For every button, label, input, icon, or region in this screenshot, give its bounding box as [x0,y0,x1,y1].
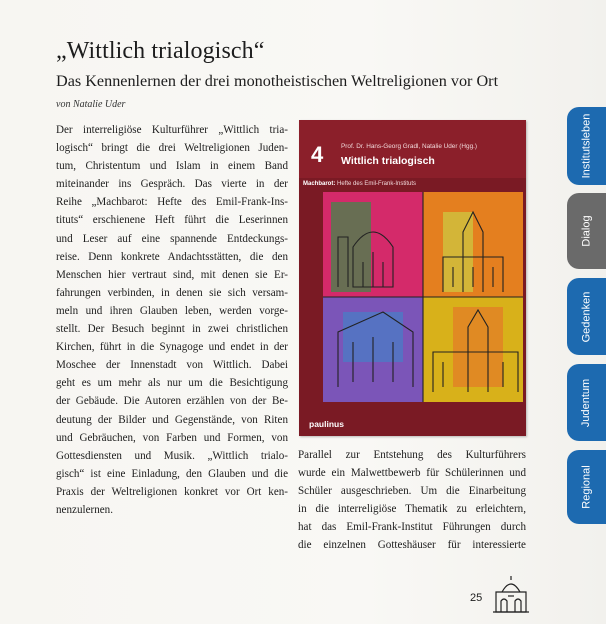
left-line: fahrungen verbinden, in denen sie sich versam- [56,286,288,299]
left-line: geht es um mehr als nur um die Besichtigung [56,377,288,390]
article-body-right [298,446,526,555]
tab-gedenken[interactable] [567,278,606,355]
left-line: nenzulernen. [56,503,113,516]
left-line: Kirchen, führt in die Synagoge und endet in der [56,341,288,354]
left-line: Der interreligiöse Kulturführer „Wittlich tria- [56,124,288,136]
left-line: reise. Denn konkrete Andachtsstätten, die den [56,250,288,263]
right-line: Schüler ausgeschrieben. Um die Einarbeitung [298,485,526,498]
cover-series [303,181,416,187]
cover-publisher: paulinus [309,419,344,429]
synagogue-building-icon [492,574,530,614]
left-line: Praxis der Weltreligionen konkret vor Ort ken- [56,485,288,498]
left-line: und Leser auf eine spannende Entdeckungs- [56,232,288,245]
article-body-left [56,121,288,519]
left-line: gisch“ ist eine Einladung, den Glauben und die [56,467,288,480]
left-line: und Gebräuchen, von Farben und Formen, von [56,431,288,444]
left-line: deutung der Bilder und Gegenstände, von Riten [56,413,288,426]
tab-label: Regional [580,465,593,509]
tab-judentum[interactable] [567,364,606,441]
page-number: 25 [470,592,483,604]
left-line: tum, Christentum und Islam in einem Band [56,160,288,173]
right-line: wurde ein Malwettbewerb für Schülerinnen und [298,467,526,480]
book-cover [299,120,526,436]
left-line: meln und ihren Glauben leben, werden vorge- [56,304,288,317]
article-subtitle: Das Kennenlernen der drei monotheistischen Weltreligionen vor Ort [56,72,499,90]
left-line: Reihe „Machbarot: Hefte des Emil-Frank-Ins- [56,196,288,209]
body-paragraph-left [56,121,288,519]
tab-regional[interactable] [567,450,606,524]
left-line: Moschee der Innenstadt von Wittlich. Dabei [56,359,288,372]
tab-dialog[interactable] [567,193,606,269]
right-line: hat das Emil-Frank-Institut Führungen durch [298,521,526,534]
cover-title: Wittlich trialogisch [341,155,435,167]
left-line: Menschen hier vertraut sind, mit denen sie Er- [56,268,288,281]
cover-artwork-image [323,192,523,402]
article-author: von Natalie Uder [56,99,126,110]
tab-label: Dialog [580,215,593,247]
right-line: in die interreligiöse Thematik zu erleichtern, [298,503,526,516]
article-title: „Wittlich trialogisch“ [56,38,265,64]
tab-label: Judentum [580,378,593,427]
left-line: Gottesdiensten und Musik. „Wittlich trialo- [56,449,288,462]
right-line: die einzelnen Gotteshäuser für interessierte [298,539,526,552]
left-line: stellt. Der Besuch beginnt in zwei christlichen [56,323,288,336]
body-paragraph-right [298,446,526,555]
cover-series-name: Machbarot: [303,181,336,187]
right-line: Parallel zur Entstehung des Kulturführers [298,449,526,461]
left-line: miteinander ins Gespräch. Das vierte in der [56,178,288,191]
cover-editors: Prof. Dr. Hans-Georg Gradl, Natalie Uder (Hgg.) [341,143,478,150]
tab-label: Gedenken [580,291,593,342]
left-line: tituts“ erschienene Heft führt die Leserinnen [56,214,288,227]
left-line: logisch“ bringt die drei Weltreligionen Juden- [56,142,288,155]
cover-series-rest: Hefte des Emil-Frank-Instituts [335,181,417,187]
left-line: der Gebäude. Die Autoren erzählen von der Be- [56,395,288,408]
cover-volume-number: 4 [311,142,324,167]
tab-label: Institutsleben [580,113,593,179]
tab-institutsleben[interactable] [567,107,606,185]
